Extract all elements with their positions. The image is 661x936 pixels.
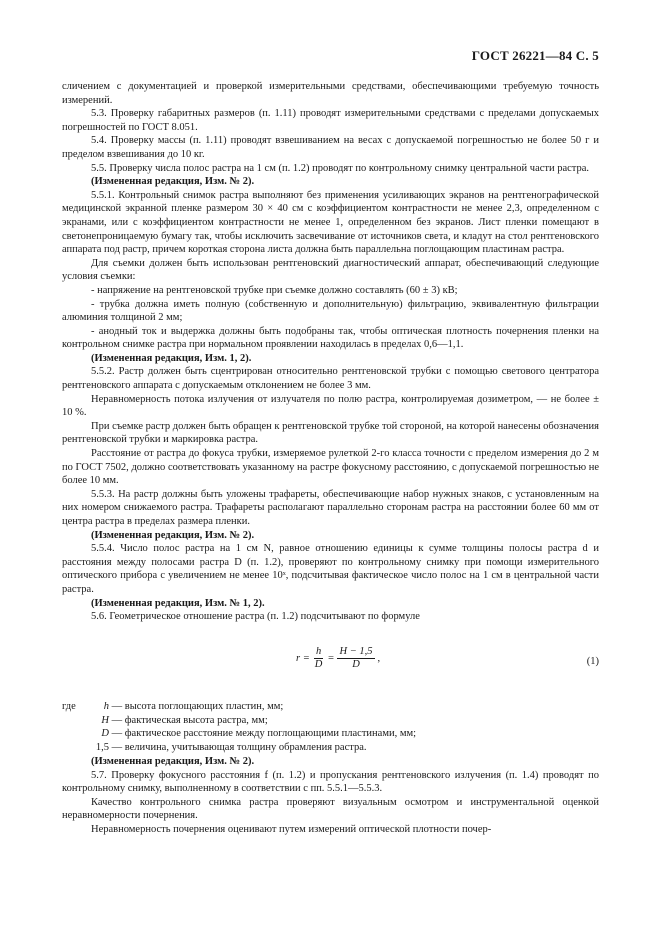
amendment-note: (Измененная редакция, Изм. № 1, 2). (91, 597, 265, 609)
body-text-continued (62, 755, 599, 837)
paragraph: Неравномерность потока излучения от излучателя по полю растра, контролируемая дозиметром, — не более ± 10 %. (62, 393, 599, 419)
definition-row (62, 727, 599, 741)
definition-row (62, 714, 599, 728)
formula-tail: , (377, 652, 381, 664)
paragraph: Для съемки должен быть использован рентгеновский диагностический аппарат, обеспечивающий следующие условия съемки: (62, 257, 599, 283)
paragraph: - анодный ток и выдержка должны быть подобраны так, чтобы оптическая плотность почернения пленки на контрольном снимке растра при нормальном проявлении находилась в пределах 0,6—1,1. (62, 325, 599, 351)
amendment-note: (Измененная редакция, Изм. № 2). (91, 176, 255, 188)
paragraph: Расстояние от растра до фокуса трубки, измеряемое рулеткой 2-го класса точности с пределом измерения до 2 м по ГОСТ 7502, должно соответствовать указанному на растре фокусному расстоянию, с допускаемой погрешностью не более 10 мм. (62, 448, 599, 487)
paragraph: - напряжение на рентгеновской трубке при съемке должно составлять (60 ± 3) кВ; (91, 284, 458, 296)
formula-lhs: r = (296, 652, 310, 664)
definition-text: — фактическое расстояние между поглощающими пластинами, мм; (109, 728, 417, 740)
amendment-note: (Измененная редакция, Изм. 1, 2). (91, 352, 252, 364)
paragraph: 5.5. Проверку числа полос растра на 1 см (п. 1.2) проводят по контрольному снимку центральной части растра. (91, 162, 590, 174)
document-page (62, 48, 599, 837)
definition-text: — величина, учитывающая толщину обрамления растра. (109, 742, 367, 754)
amendment-note: (Измененная редакция, Изм. № 2). (91, 529, 255, 541)
paragraph: 5.4. Проверку массы (п. 1.11) проводят взвешиванием на весах с допускаемой погрешностью не более 50 г и пределом взвешивания до 10 кг. (62, 135, 599, 160)
formula-1 (62, 636, 599, 694)
formula-equals: = (327, 652, 335, 664)
definition-row (62, 700, 599, 714)
paragraph: Неравномерность почернения оценивают путем измерений оптической плотности почер- (91, 823, 492, 835)
paragraph: Качество контрольного снимка растра проверяют визуальным осмотром и инструментальной оценкой неравномерности почернения. (62, 796, 599, 822)
amendment-note: (Измененная редакция, Изм. № 2). (91, 755, 255, 767)
paragraph: 5.5.3. На растр должны быть уложены трафареты, обеспечивающие набор нужных знаков, с установленным на них номером снижаемого растра. Трафареты располагают параллельно сторонам растра на расстоянии более 60 мм от центра растра в пределах размера пленки. (62, 488, 599, 527)
paragraph: 5.5.2. Растр должен быть сцентрирован относительно рентгеновской трубки с помощью светового центратора рентгеновского аппарата с допускаемым отклонением не более 3 мм. (62, 366, 599, 392)
paragraph: При съемке растр должен быть обращен к рентгеновской трубке той стороной, на которой нанесены обозначения рентгеновской трубки и маркировка растра. (62, 420, 599, 446)
paragraph: 5.3. Проверку габаритных размеров (п. 1.11) проводят измерительными средствами с пределами допускаемых погрешностей по ГОСТ 8.051. (62, 108, 599, 133)
definition-symbol: D (101, 728, 109, 740)
formula-expression (296, 646, 380, 671)
definition-text: — высота поглощающих пластин, мм; (109, 700, 284, 712)
definition-symbol: h (103, 700, 109, 712)
definition-symbol: H (101, 714, 109, 726)
formula-frac1-numerator: h (315, 645, 322, 657)
page-header: ГОСТ 26221—84 С. 5 (471, 48, 599, 63)
formula-fraction-2 (337, 646, 374, 671)
formula-frac2-denominator: D (352, 658, 360, 670)
paragraph: 5.5.1. Контрольный снимок растра выполняют без применения усиливающих экранов на рентгенографической медицинской экранной пленке размером 30 × 40 см с коэффициентом контрастности не менее 2,3, определенном с экранами, или с коэффициентом контрастности не менее 1, определенном без экранов. Лист пленки помещают в светонепроницаемую бумагу так, чтобы исключить засвечивание от источников света, и кладут на стол рентгеновского аппарата под растр, причем короткая сторона листа должна быть параллельна поглощающим пластинам растра. (62, 189, 599, 256)
paragraph: - трубка должна иметь полную (собственную и дополнительную) фильтрацию, эквивалентную фильтрации алюминия толщиной 2 мм; (62, 298, 599, 324)
definition-text: — фактическая высота растра, мм; (109, 714, 268, 726)
definition-symbol: 1,5 (95, 742, 109, 754)
formula-frac2-numerator: H − 1,5 (339, 645, 373, 657)
formula-definitions (62, 700, 599, 755)
definition-prefix: где (62, 700, 76, 712)
formula-fraction-1 (313, 646, 325, 671)
paragraph: 5.5.4. Число полос растра на 1 см N, равное отношению единицы к сумме толщины полосы растра d и расстояния между полосами растра D (п. 1.2), проверяют по контрольному снимку при помощи измерительного оптического прибора с увеличением не менее 10ˣ, подсчитывая фактическое число полос на 1 см в центральной части растра. (62, 543, 599, 595)
formula-number: (1) (586, 655, 599, 667)
definition-row (62, 741, 599, 755)
paragraph: 5.6. Геометрическое отношение растра (п. 1.2) подсчитывают по формуле (91, 611, 420, 623)
paragraph: сличением с документацией и проверкой измерительными средствами, обеспечивающими требуемую точность измерений. (62, 81, 599, 106)
paragraph: 5.7. Проверку фокусного расстояния f (п. 1.2) и пропускания рентгеновского излучения (п. 1.4) проводят по контрольному снимку, выполненному в соответствии с пп. 5.5.1—5.5.3. (62, 769, 599, 795)
body-text (62, 80, 599, 624)
formula-frac1-denominator: D (314, 658, 323, 670)
